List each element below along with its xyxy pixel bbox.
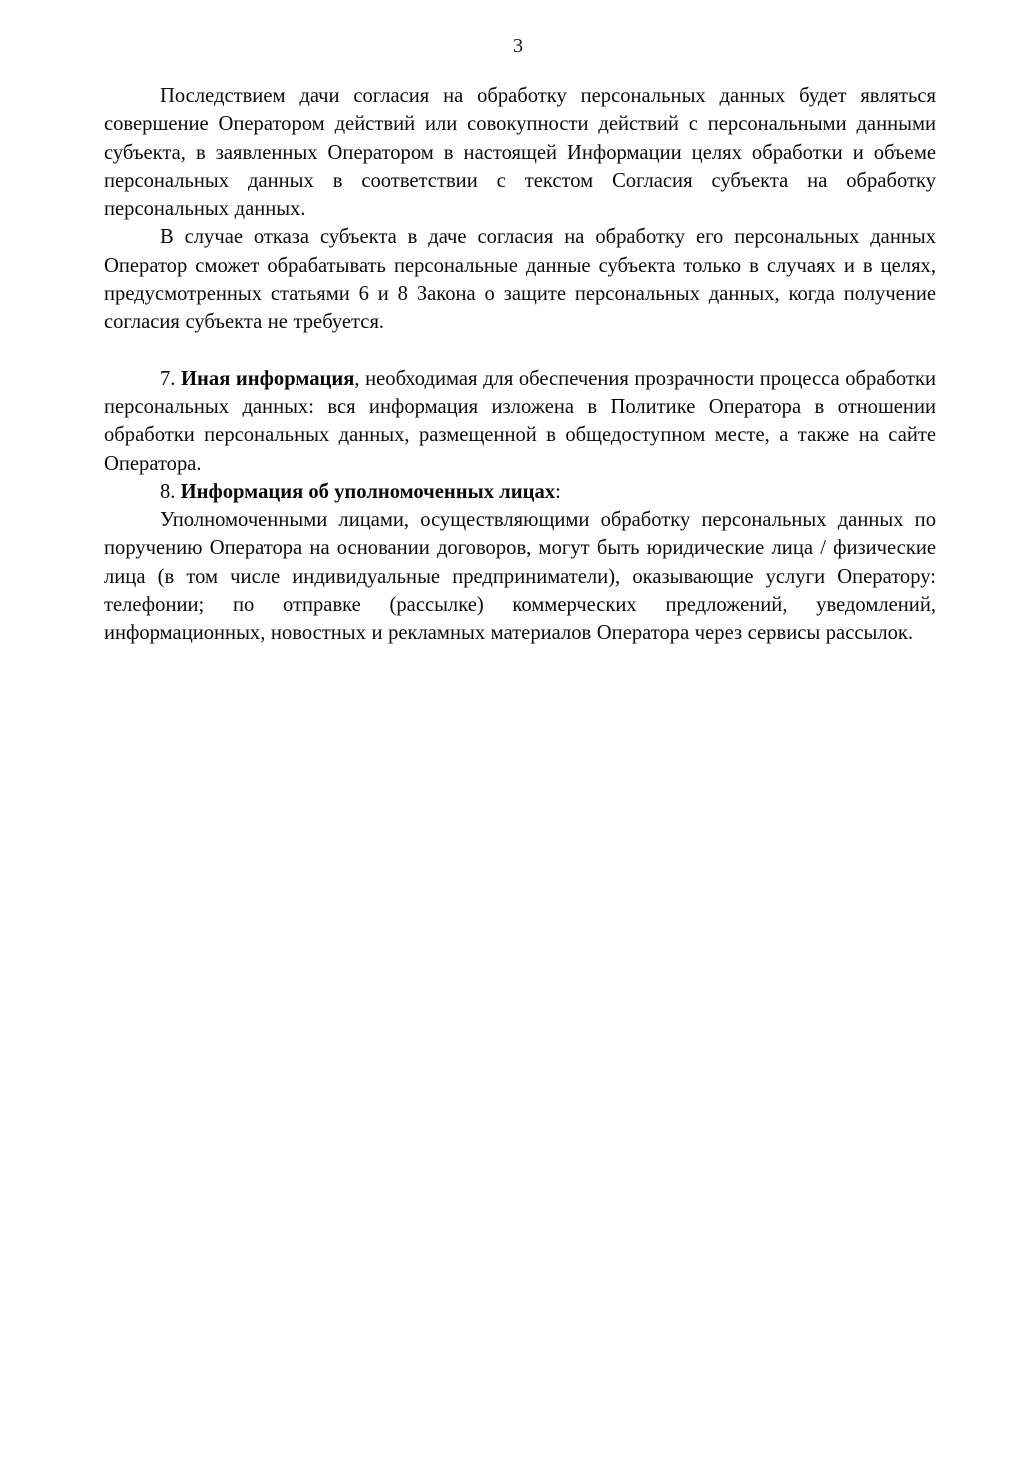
page-number: 3 [512, 35, 524, 57]
section-7-number: 7. [160, 367, 176, 390]
section-8-heading-line [104, 478, 936, 506]
section-7-text: необходимая для обеспечения прозрачности процесса обработки персональных данных: вся информация изложена в Политике Оператора в отношении обработки персональных данных, размещенной в общедоступном месте, а также на сайте Оператора. [104, 367, 936, 475]
section-7-heading: Иная информация [181, 367, 355, 390]
section-8-heading-punctuation: : [555, 480, 561, 503]
section-7-heading-punctuation: , [354, 367, 360, 390]
paragraph-consequences-of-consent: Последствием дачи согласия на обработку персональных данных будет являться совершение Оператором действий или совокупности действий с персональными данными субъекта, в заявленных Оператором в настоящей Информации целях обработки и объеме персональных данных в соответствии с текстом Согласия субъекта на обработку персональных данных. [104, 85, 936, 221]
section-8-body: Уполномоченными лицами, осуществляющими обработку персональных данных по поручению Оператора на основании договоров, могут быть юридические лица / физические лица (в том числе индивидуальные предприниматели), оказывающие услуги Оператору: телефонии; по отправке (рассылке) коммерческих предложений, уведомлений, информационных, новостных и рекламных материалов Оператора через сервисы рассылок. [104, 509, 936, 645]
section-8-number: 8. [160, 480, 176, 503]
section-8-heading: Информация об уполномоченных лицах [180, 480, 556, 503]
paragraph-refusal-of-consent: В случае отказа субъекта в даче согласия на обработку его персональных данных Оператор сможет обрабатывать персональные данные субъекта только в случаях и в целях, предусмотренных статьями 6 и 8 Закона о защите персональных данных, когда получение согласия субъекта не требуется. [104, 226, 936, 334]
document-body [104, 82, 936, 648]
section-7 [104, 365, 936, 478]
